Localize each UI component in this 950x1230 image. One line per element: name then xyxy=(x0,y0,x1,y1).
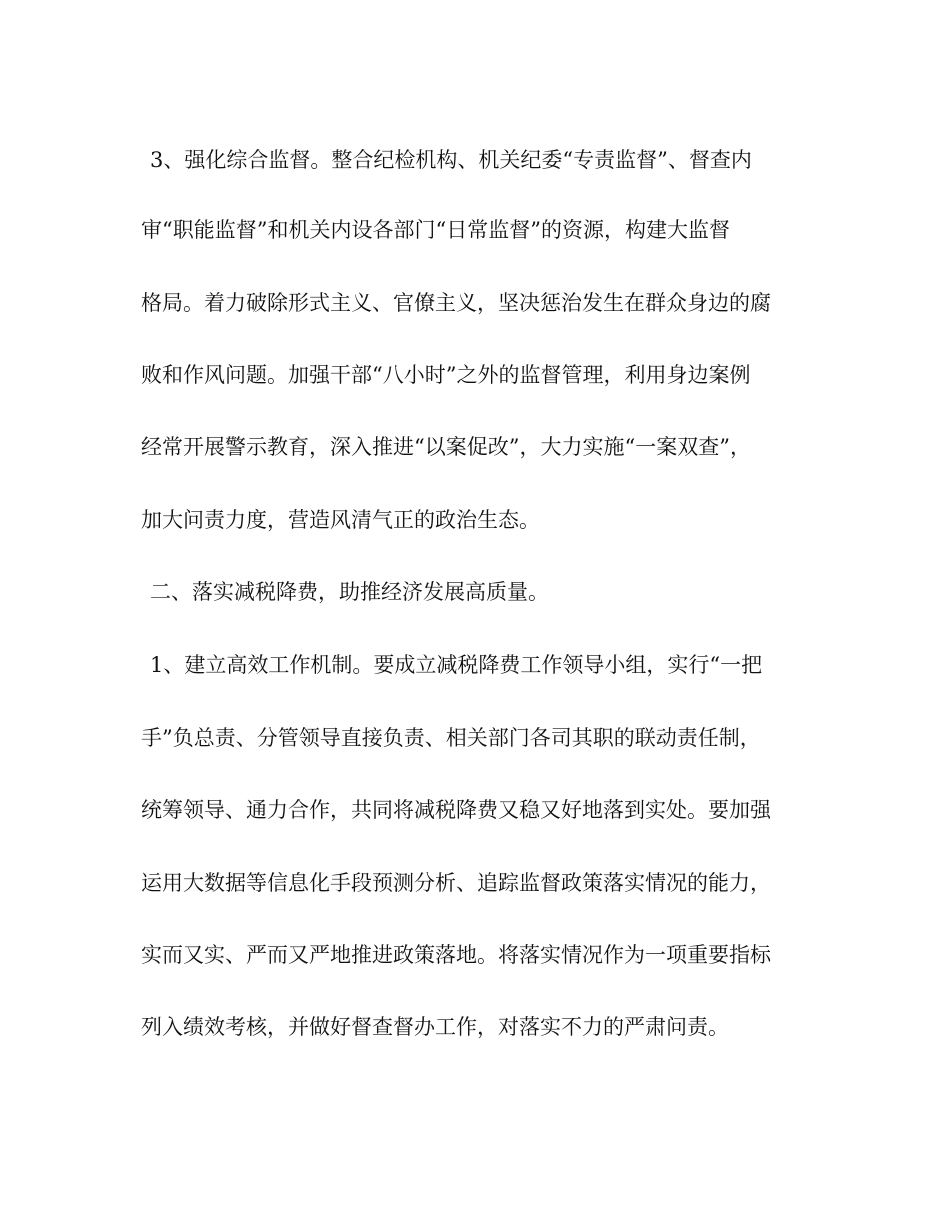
paragraph-line: 败和作风问题。加强干部“八小时”之外的监督管理，利用身边案例 xyxy=(141,363,751,387)
paragraph-line: 格局。着力破除形式主义、官僚主义，坚决惩治发生在群众身边的腐 xyxy=(141,291,771,315)
section-heading: 二、落实减税降费，助推经济发展高质量。 xyxy=(150,580,549,604)
paragraph-line: 1、建立高效工作机制。要成立减税降费工作领导小组，实行“一把 xyxy=(150,653,763,677)
paragraph-line: 经常开展警示教育，深入推进“以案促改”，大力实施“一案双查”， xyxy=(141,435,751,459)
paragraph-line: 审“职能监督”和机关内设各部门“日常监督”的资源，构建大监督 xyxy=(141,218,730,242)
paragraph-line: 统筹领导、通力合作，共同将减税降费又稳又好地落到实处。要加强 xyxy=(141,798,771,822)
paragraph-line: 手”负总责、分管领导直接负责、相关部门各司其职的联动责任制， xyxy=(141,726,761,750)
paragraph-line: 运用大数据等信息化手段预测分析、追踪监督政策落实情况的能力， xyxy=(141,871,771,895)
paragraph-line: 实而又实、严而又严地推进政策落地。将落实情况作为一项重要指标 xyxy=(141,943,771,967)
paragraph-line: 加大问责力度，营造风清气正的政治生态。 xyxy=(141,508,540,532)
paragraph-line: 3、强化综合监督。整合纪检机构、机关纪委“专责监督”、督查内 xyxy=(150,148,752,172)
paragraph-line: 列入绩效考核，并做好督查督办工作，对落实不力的严肃问责。 xyxy=(141,1015,729,1039)
